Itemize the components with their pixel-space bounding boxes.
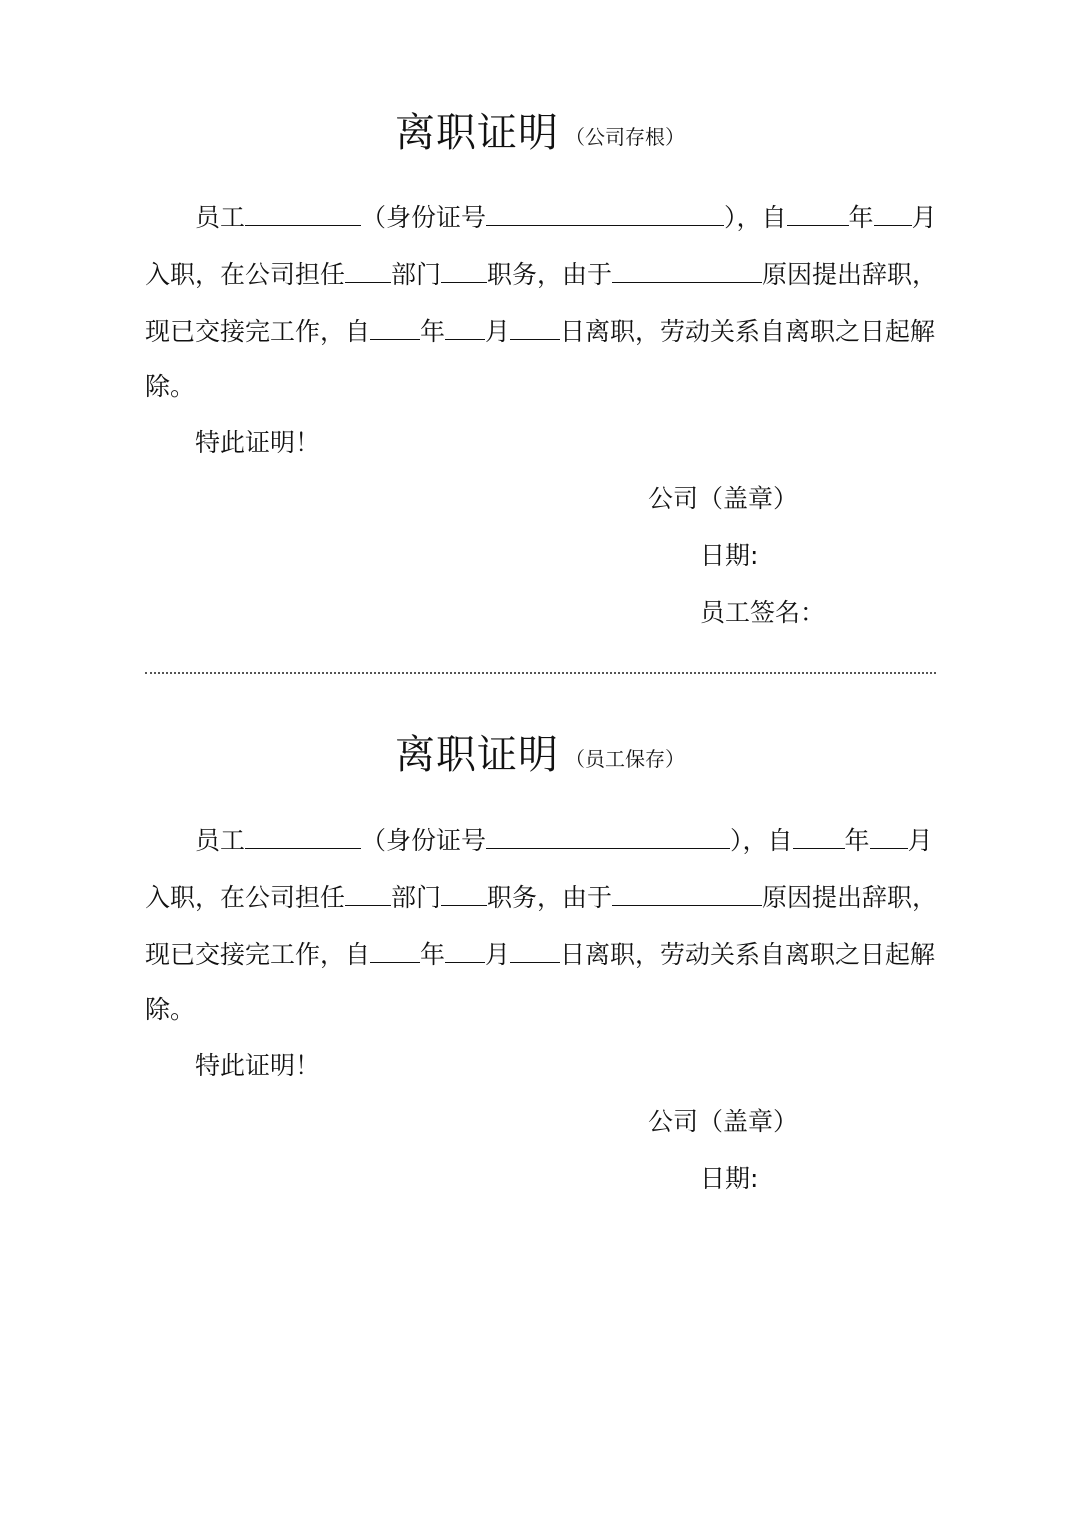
department-blank[interactable] <box>345 258 391 283</box>
body-line-2: 入职，在公司担任 部门 职务，由于 原因提出辞职， <box>145 260 938 289</box>
leave-day-blank[interactable] <box>510 315 560 340</box>
leave-day-blank[interactable] <box>510 938 560 963</box>
start-month-blank[interactable] <box>870 824 908 849</box>
leave-month-blank[interactable] <box>445 938 485 963</box>
body-line-2: 入职，在公司担任 部门 职务，由于 原因提出辞职， <box>145 883 938 912</box>
leave-month-blank[interactable] <box>445 315 485 340</box>
position-blank[interactable] <box>441 258 487 283</box>
date-label: 日期: <box>700 1164 759 1193</box>
leave-year-blank[interactable] <box>370 315 420 340</box>
title-text: 离职证明 <box>395 110 559 156</box>
start-year-blank[interactable] <box>787 201 849 226</box>
department-blank[interactable] <box>345 881 391 906</box>
body-line-1: 员工 （身份证号 ），自 年 月 <box>195 203 937 232</box>
reason-blank[interactable] <box>612 258 762 283</box>
employee-name-blank[interactable] <box>245 201 361 226</box>
cut-line-divider <box>145 672 936 674</box>
reason-blank[interactable] <box>612 881 762 906</box>
employee-name-blank[interactable] <box>245 824 361 849</box>
body-line-1: 员工 （身份证号 ），自 年 月 <box>195 826 933 855</box>
id-number-blank[interactable] <box>486 201 724 226</box>
body-line-3: 现已交接完工作，自 年 月 日离职，劳动关系自离职之日起解 <box>145 317 936 346</box>
start-year-blank[interactable] <box>793 824 845 849</box>
company-seal-label: 公司（盖章） <box>648 484 799 513</box>
body-line-4: 除。 <box>145 372 196 401</box>
title-subtitle: （员工保存） <box>565 747 685 771</box>
title-text: 离职证明 <box>395 732 559 778</box>
position-blank[interactable] <box>441 881 487 906</box>
date-label: 日期: <box>700 541 759 570</box>
body-line-3: 现已交接完工作，自 年 月 日离职，劳动关系自离职之日起解 <box>145 940 936 969</box>
section-title <box>0 732 1080 778</box>
body-line-4: 除。 <box>145 995 196 1024</box>
company-seal-label: 公司（盖章） <box>648 1107 799 1136</box>
title-subtitle: （公司存根） <box>565 125 685 149</box>
leave-year-blank[interactable] <box>370 938 420 963</box>
certify-text: 特此证明！ <box>195 428 321 457</box>
certify-text: 特此证明！ <box>195 1051 321 1080</box>
employee-signature-label: 员工签名： <box>700 598 826 627</box>
start-month-blank[interactable] <box>874 201 912 226</box>
id-number-blank[interactable] <box>486 824 730 849</box>
section-title <box>0 110 1080 156</box>
